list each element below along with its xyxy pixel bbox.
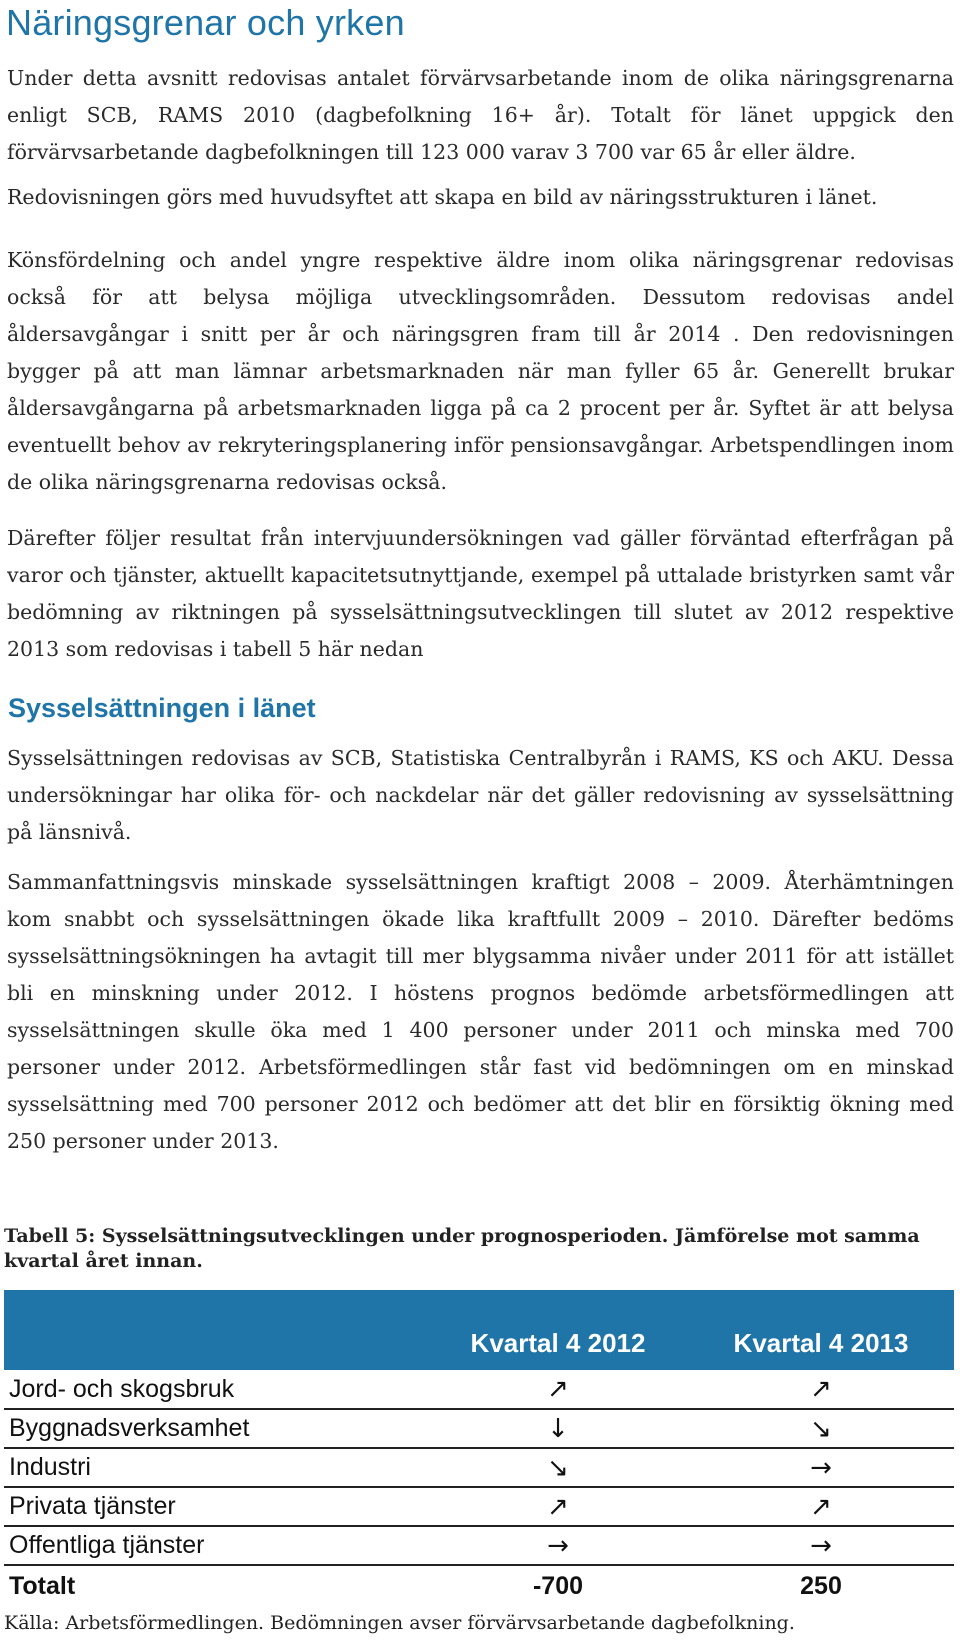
table-header-row: [4, 1290, 954, 1370]
paragraph-scb: Sysselsättningen redovisas av SCB, Statistiska Centralbyrån i RAMS, KS och AKU. Dessa undersökningar har olika för- och nackdelar när det gäller redovisning av sysselsättning på länsnivå.: [7, 746, 954, 844]
table-row: [4, 1526, 954, 1565]
trend-arrow-icon: →: [428, 1526, 688, 1565]
total-q4-2013: 250: [800, 1572, 842, 1600]
row-label: Byggnadsverksamhet: [4, 1409, 428, 1448]
paragraph-intro: Under detta avsnitt redovisas antalet förvärvsarbetande inom de olika näringsgrenarna enligt SCB, RAMS 2010 (dagbefolkning 16+ år). Totalt för länet uppgick den förvärvsarbetande dagbefolkningen till 123 000 varav 3 700 var 65 år eller äldre.: [7, 66, 954, 164]
employment-table: [4, 1290, 954, 1607]
section-heading: Sysselsättningen i länet: [8, 693, 316, 723]
paragraph-interview: Därefter följer resultat från intervjuundersökningen vad gäller förväntad efterfrågan på varor och tjänster, aktuellt kapacitetsutnyttjande, exempel på uttalade bristyrken samt vår bedömning av riktningen på sysselsättningsutvecklingen till slutet av 2012 respektive 2013 som redovisas i tabell 5 här nedan: [7, 526, 954, 661]
table-row: [4, 1448, 954, 1487]
page-title: Näringsgrenar och yrken: [6, 2, 405, 43]
row-label: Privata tjänster: [4, 1487, 428, 1526]
table-header-q4-2012: Kvartal 4 2012: [428, 1290, 688, 1370]
table-row: [4, 1487, 954, 1526]
table-source: Källa: Arbetsförmedlingen. Bedömningen avser förvärvsarbetande dagbefolkning.: [4, 1612, 795, 1634]
row-label: Offentliga tjänster: [4, 1526, 428, 1565]
trend-arrow-icon: →: [688, 1448, 954, 1487]
trend-arrow-icon: ↘: [688, 1409, 954, 1448]
row-label: Jord- och skogsbruk: [4, 1370, 428, 1409]
paragraph-gender-age: Könsfördelning och andel yngre respektive äldre inom olika näringsgrenar redovisas också för att belysa möjliga utvecklingsområden. Dessutom redovisas andel åldersavgångar i snitt per år och näringsgren fram till år 2014 . Den redovisningen bygger på att man lämnar arbetsmarknaden när man fyller 65 år. Generellt brukar åldersavgångarna på arbetsmarknaden ligga på ca 2 procent per år. Syftet är att belysa eventuellt behov av rekryteringsplanering inför pensionsavgångar. Arbetspendlingen inom de olika näringsgrenarna redovisas också.: [7, 248, 954, 494]
table-row: [4, 1409, 954, 1448]
paragraph-summary: Sammanfattningsvis minskade sysselsättningen kraftigt 2008 – 2009. Återhämtningen kom snabbt och sysselsättningen ökade lika kraftfullt 2009 – 2010. Därefter bedöms sysselsättningsökningen ha avtagit till mer blygsamma nivåer under 2011 för att istället bli en minskning under 2012. I höstens prognos bedömde arbetsförmedlingen att sysselsättningen skulle öka med 1 400 personer under 2011 och minska med 700 personer under 2012. Arbetsförmedlingen står fast vid bedömningen om en minskad sysselsättning med 700 personer 2012 och bedömer att det blir en försiktig ökning med 250 personer under 2013.: [7, 870, 954, 1153]
table-row: [4, 1370, 954, 1409]
table-header-empty: [4, 1290, 428, 1370]
trend-arrow-icon: →: [688, 1526, 954, 1565]
total-q4-2012: -700: [532, 1572, 584, 1600]
trend-arrow-icon: ↗: [688, 1370, 954, 1409]
trend-arrow-icon: ↗: [428, 1487, 688, 1526]
table-header-q4-2013: Kvartal 4 2013: [688, 1290, 954, 1370]
trend-arrow-icon: ↗: [688, 1487, 954, 1526]
paragraph-purpose: Redovisningen görs med huvudsyftet att skapa en bild av näringsstrukturen i länet.: [7, 185, 878, 209]
trend-arrow-icon: ↗: [428, 1370, 688, 1409]
trend-arrow-icon: ↓: [428, 1409, 688, 1448]
trend-arrow-icon: ↘: [428, 1448, 688, 1487]
row-label: Industri: [4, 1448, 428, 1487]
table-total-row: [4, 1565, 954, 1607]
table-caption: Tabell 5: Sysselsättningsutvecklingen under prognosperioden. Jämförelse mot samma kvartal året innan.: [4, 1225, 920, 1272]
total-label: Totalt: [9, 1572, 76, 1600]
